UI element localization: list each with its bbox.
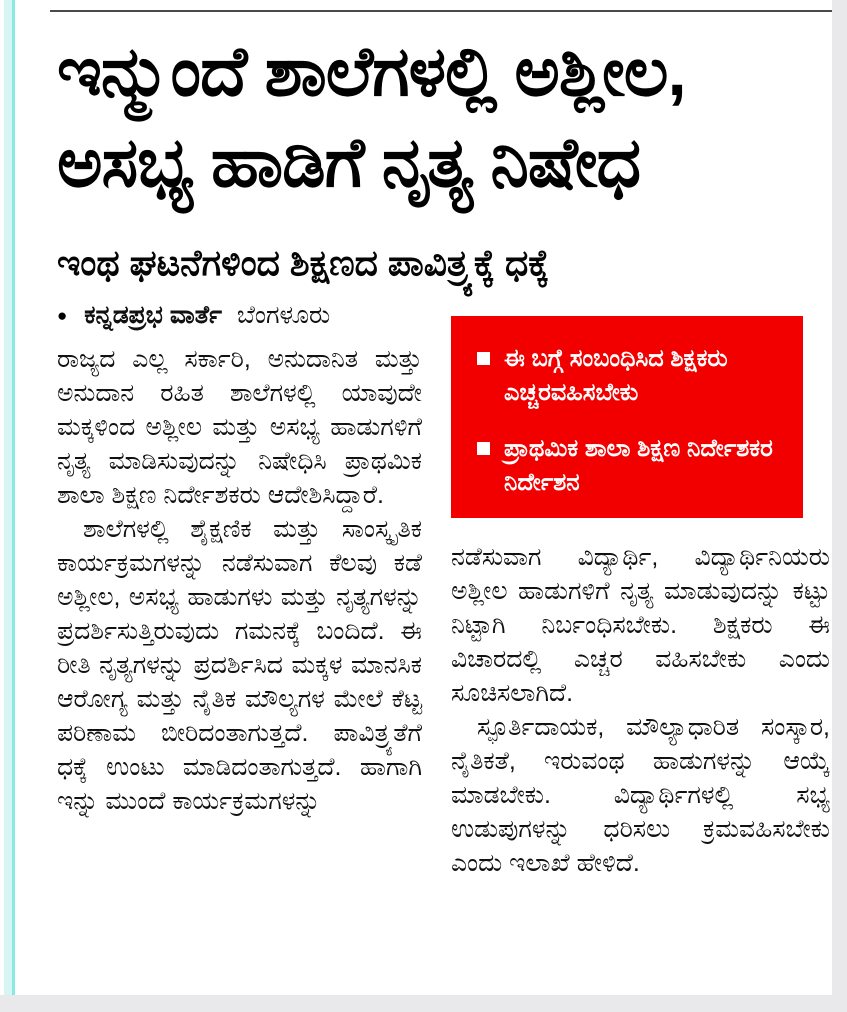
byline — [57, 299, 422, 332]
left-accent-line — [12, 0, 15, 995]
headline-line-1: ಇನ್ಮುಂದೆ ಶಾಲೆಗಳಲ್ಲಿ ಅಶ್ಲೀಲ, — [57, 33, 686, 110]
square-bullet-icon — [477, 352, 490, 365]
top-divider-rule — [50, 10, 832, 12]
left-accent-stripe — [4, 0, 12, 995]
byline-bullet-icon: ● — [57, 306, 68, 325]
highlight-item — [477, 342, 787, 410]
body-paragraph-right-1: ನಡೆಸುವಾಗ ವಿದ್ಯಾರ್ಥಿ, ವಿದ್ಯಾರ್ಥಿನಿಯರು ಅಶ್ಲೀಲ ಹಾಡುಗಳಿಗೆ ನೃತ್ಯ ಮಾಡುವುದನ್ನು ಕಟ್ಟು ನಿಟ್ಟಾಗಿ ನಿರ್ಬಂಧಿಸಬೇಕು. ಶಿಕ್ಷಕರು ಈ ವಿಚಾರದಲ್ಲಿ ಎಚ್ಚರ ವಹಿಸಬೇಕು ಎಂದು ಸೂಚಿಸಲಾಗಿದೆ. — [451, 543, 830, 707]
highlight-item-text: ಪ್ರಾಥಮಿಕ ಶಾಲಾ ಶಿಕ್ಷಣ ನಿರ್ದೇಶಕರ ನಿರ್ದೇಶನ — [504, 435, 773, 496]
body-paragraph-left-1: ರಾಜ್ಯದ ಎಲ್ಲ ಸರ್ಕಾರಿ, ಅನುದಾನಿತ ಮತ್ತು ಅನುದಾನ ರಹಿತ ಶಾಲೆಗಳಲ್ಲಿ ಯಾವುದೇ ಮಕ್ಕಳಿಂದ ಅಶ್ಲೀಲ ಮತ್ತು ಅಸಭ್ಯ ಹಾಡುಗಳಿಗೆ ನೃತ್ಯ ಮಾಡಿಸುವುದನ್ನು ನಿಷೇಧಿಸಿ ಪ್ರಾಥಮಿಕ ಶಾಲಾ ಶಿಕ್ಷಣ ನಿರ್ದೇಶಕರು ಆದೇಶಿಸಿದ್ದಾರೆ. — [57, 345, 422, 509]
page-background-right — [832, 0, 847, 1012]
byline-location: ಬೆಂಗಳೂರು — [236, 301, 331, 329]
highlight-item — [477, 432, 787, 500]
right-column — [451, 316, 830, 880]
byline-source: ಕನ್ನಡಪ್ರಭ ವಾರ್ತೆ — [84, 301, 222, 329]
left-column — [57, 299, 422, 818]
headline-line-2: ಅಸಭ್ಯ ಹಾಡಿಗೆ ನೃತ್ಯ ನಿಷೇಧ — [57, 124, 641, 201]
highlight-item-text: ಈ ಬಗ್ಗೆ ಸಂಬಂಧಿಸಿದ ಶಿಕ್ಷಕರು ಎಚ್ಚರವಹಿಸಬೇಕು — [504, 345, 728, 406]
body-paragraph-right-2: ಸ್ಫೂರ್ತಿದಾಯಕ, ಮೌಲ್ಯಾಧಾರಿತ ಸಂಸ್ಕಾರ, ನೈತಿಕತೆ, ಇರುವಂಥ ಹಾಡುಗಳನ್ನು ಆಯ್ಕೆ ಮಾಡಬೇಕು. ವಿದ್ಯಾರ್ಥಿಗಳಲ್ಲಿ ಸಭ್ಯ ಉಡುಪುಗಳನ್ನು ಧರಿಸಲು ಕ್ರಮವಹಿಸಬೇಕು ಎಂದು ಇಲಾಖೆ ಹೇಳಿದೆ. — [451, 713, 830, 877]
square-bullet-icon — [477, 442, 490, 455]
highlight-box — [451, 316, 803, 518]
subheadline: ಇಂಥ ಘಟನೆಗಳಿಂದ ಶಿಕ್ಷಣದ ಪಾವಿತ್ರ್ಯಕ್ಕೆ ಧಕ್ಕೆ — [57, 242, 550, 283]
page-background-bottom — [0, 995, 847, 1012]
body-paragraph-left-2: ಶಾಲೆಗಳಲ್ಲಿ ಶೈಕ್ಷಣಿಕ ಮತ್ತು ಸಾಂಸ್ಕೃತಿಕ ಕಾರ್ಯಕ್ರಮಗಳನ್ನು ನಡೆಸುವಾಗ ಕೆಲವು ಕಡೆ ಅಶ್ಲೀಲ, ಅಸಭ್ಯ ಹಾಡುಗಳು ಮತ್ತು ನೃತ್ಯಗಳನ್ನು ಪ್ರದರ್ಶಿಸುತ್ತಿರುವುದು ಗಮನಕ್ಕೆ ಬಂದಿದೆ. ಈ ರೀತಿ ನೃತ್ಯಗಳನ್ನು ಪ್ರದರ್ಶಿಸಿದ ಮಕ್ಕಳ ಮಾನಸಿಕ ಆರೋಗ್ಯ ಮತ್ತು ನೈತಿಕ ಮೌಲ್ಯಗಳ ಮೇಲೆ ಕೆಟ್ಟ ಪರಿಣಾಮ ಬೀರಿದಂತಾಗುತ್ತದೆ. ಪಾವಿತ್ರ್ಯತೆಗೆ ಧಕ್ಕೆ ಉಂಟು ಮಾಡಿದಂತಾಗುತ್ತದೆ. ಹಾಗಾಗಿ ಇನ್ನು ಮುಂದೆ ಕಾರ್ಯಕ್ರಮಗಳನ್ನು — [57, 515, 422, 815]
headline — [57, 26, 832, 208]
